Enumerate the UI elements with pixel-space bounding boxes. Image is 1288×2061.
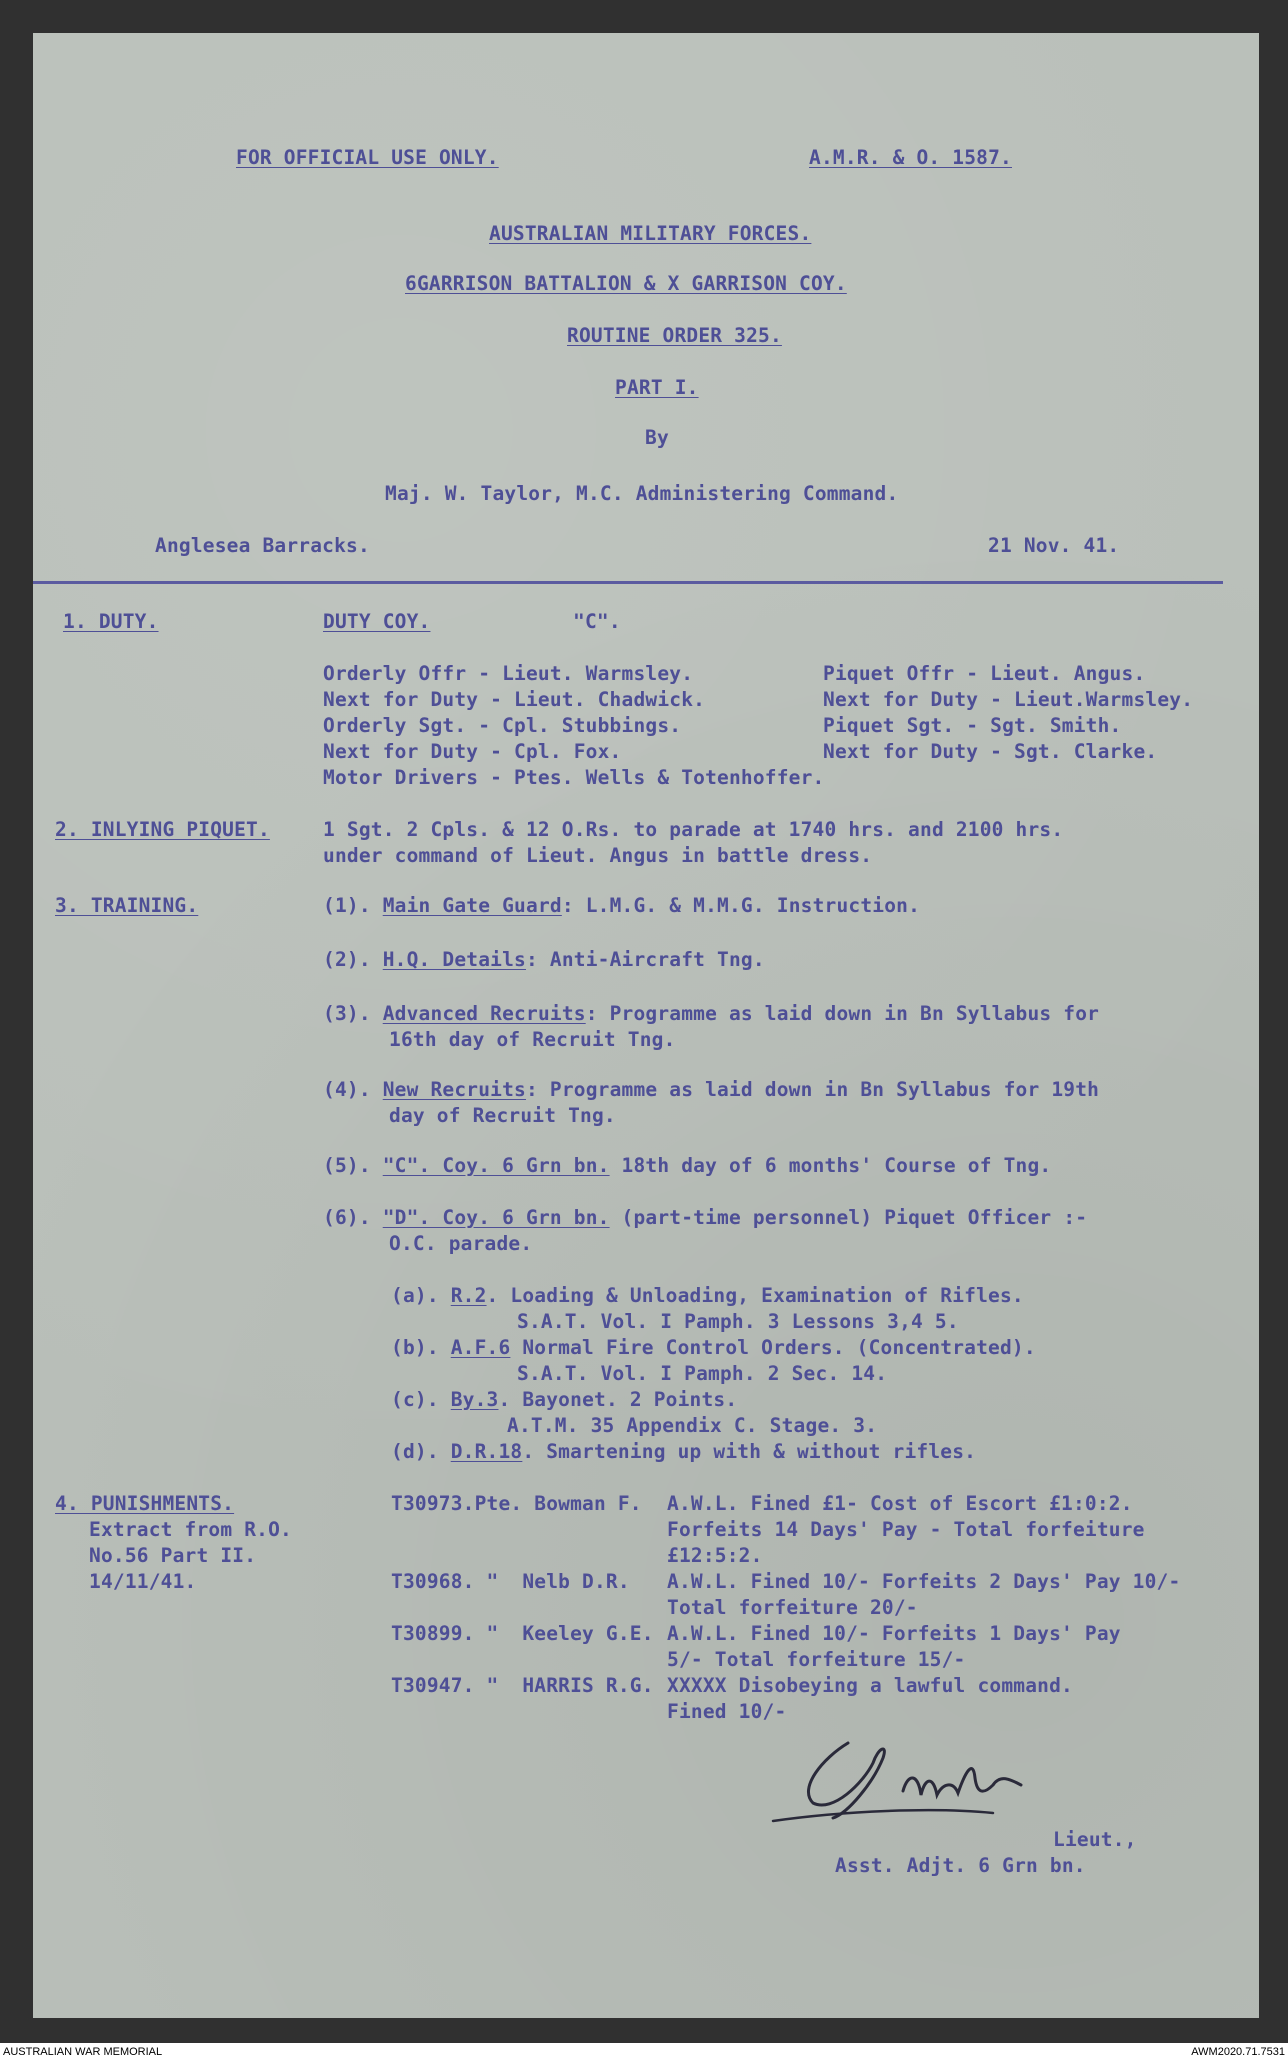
training-item: (5). "C". Coy. 6 Grn bn. 18th day of 6 months' Course of Tng. [323,1154,1052,1177]
punishment-soldier: T30947. " HARRIS R.G. [391,1674,654,1697]
section-duty-number: 1. DUTY. [63,610,159,633]
duty-left-line: Next for Duty - Cpl. Fox. [323,740,622,763]
duty-right-line: Piquet Sgt. - Sgt. Smith. [823,714,1122,737]
duty-left-line: Orderly Sgt. - Cpl. Stubbings. [323,714,682,737]
training-subitem-continuation: A.T.M. 35 Appendix C. Stage. 3. [507,1414,878,1437]
training-subitem-continuation: S.A.T. Vol. I Pamph. 2 Sec. 14. [517,1362,888,1385]
punishment-detail: Forfeits 14 Days' Pay - Total forfeiture [667,1518,1145,1541]
training-item: (6). "D". Coy. 6 Grn bn. (part-time personnel) Piquet Officer :- [323,1206,1088,1229]
training-item: (3). Advanced Recruits: Programme as laid down in Bn Syllabus for [323,1002,1100,1025]
forces-heading: AUSTRALIAN MILITARY FORCES. [489,222,812,245]
training-subitem: (b). A.F.6 Normal Fire Control Orders. (Concentrated). [391,1336,1036,1359]
training-item-continuation: 16th day of Recruit Tng. [389,1028,676,1051]
punishment-detail: 5/- Total forfeiture 15/- [667,1648,966,1671]
archive-reference: AWM2020.71.7531 [1191,2046,1285,2058]
routine-order-heading: ROUTINE ORDER 325. [567,324,782,347]
punishment-soldier: T30968. " Nelb D.R. [391,1570,630,1593]
duty-right-line: Next for Duty - Sgt. Clarke. [823,740,1158,763]
document-page [33,33,1259,2018]
inlying-line: under command of Lieut. Angus in battle dress. [323,844,873,867]
punishment-soldier: T30899. " Keeley G.E. [391,1622,654,1645]
punishment-detail: Total forfeiture 20/- [667,1596,918,1619]
duty-left-line: Orderly Offr - Lieut. Warmsley. [323,662,694,685]
handwritten-signature [753,1703,1053,1833]
duty-coy-label: DUTY COY. [323,610,431,633]
section-punishments-number: 4. PUNISHMENTS. [55,1492,235,1515]
reference-number: A.M.R. & O. 1587. [809,146,1012,169]
punishments-source: No.56 Part II. [89,1544,257,1567]
training-subitem-continuation: S.A.T. Vol. I Pamph. 3 Lessons 3,4 5. [517,1310,959,1333]
training-item: (2). H.Q. Details: Anti-Aircraft Tng. [323,948,765,971]
archive-footer [0,2043,1288,2061]
duty-left-line: Next for Duty - Lieut. Chadwick. [323,688,706,711]
punishment-detail: Fined 10/- [667,1700,787,1723]
place-line: Anglesea Barracks. [155,534,370,557]
punishment-detail: XXXXX Disobeying a lawful command. [667,1674,1073,1697]
training-subitem: (c). By.3. Bayonet. 2 Points. [391,1388,738,1411]
punishments-source: Extract from R.O. [89,1518,292,1541]
battalion-heading: 6GARRISON BATTALION & X GARRISON COY. [405,272,847,295]
punishment-detail: A.W.L. Fined 10/- Forfeits 1 Days' Pay [667,1622,1121,1645]
training-subitem: (a). R.2. Loading & Unloading, Examination of Rifles. [391,1284,1024,1307]
training-item-continuation: day of Recruit Tng. [389,1104,616,1127]
by-line: By [645,426,669,449]
punishment-detail: A.W.L. Fined 10/- Forfeits 2 Days' Pay 10/- [667,1570,1181,1593]
punishment-detail: A.W.L. Fined £1- Cost of Escort £1:0:2. [667,1492,1133,1515]
duty-right-line: Piquet Offr - Lieut. Angus. [823,662,1146,685]
signatory-rank: Lieut., [1053,1828,1137,1851]
duty-left-line: Motor Drivers - Ptes. Wells & Totenhoffer. [323,766,825,789]
header-divider [33,581,1223,584]
punishment-detail: £12:5:2. [667,1544,763,1567]
punishments-source: 14/11/41. [89,1570,197,1593]
training-item: (4). New Recruits: Programme as laid down in Bn Syllabus for 19th [323,1078,1100,1101]
archive-name: AUSTRALIAN WAR MEMORIAL [3,2046,163,2058]
training-item-continuation: O.C. parade. [389,1232,533,1255]
official-use-heading: FOR OFFICIAL USE ONLY. [236,146,499,169]
punishment-soldier: T30973.Pte. Bowman F. [391,1492,642,1515]
training-subitem: (d). D.R.18. Smartening up with & without rifles. [391,1440,977,1463]
commander-line: Maj. W. Taylor, M.C. Administering Command. [385,482,899,505]
date-line: 21 Nov. 41. [988,534,1120,557]
section-inlying-number: 2. INLYING PIQUET. [55,818,270,841]
inlying-line: 1 Sgt. 2 Cpls. & 12 O.Rs. to parade at 1740 hrs. and 2100 hrs. [323,818,1064,841]
signatory-title: Asst. Adjt. 6 Grn bn. [835,1854,1086,1877]
duty-right-line: Next for Duty - Lieut.Warmsley. [823,688,1194,711]
section-training-number: 3. TRAINING. [55,894,199,917]
training-item: (1). Main Gate Guard: L.M.G. & M.M.G. Instruction. [323,894,921,917]
duty-coy-value: "C". [573,610,621,633]
part-heading: PART I. [615,376,699,399]
